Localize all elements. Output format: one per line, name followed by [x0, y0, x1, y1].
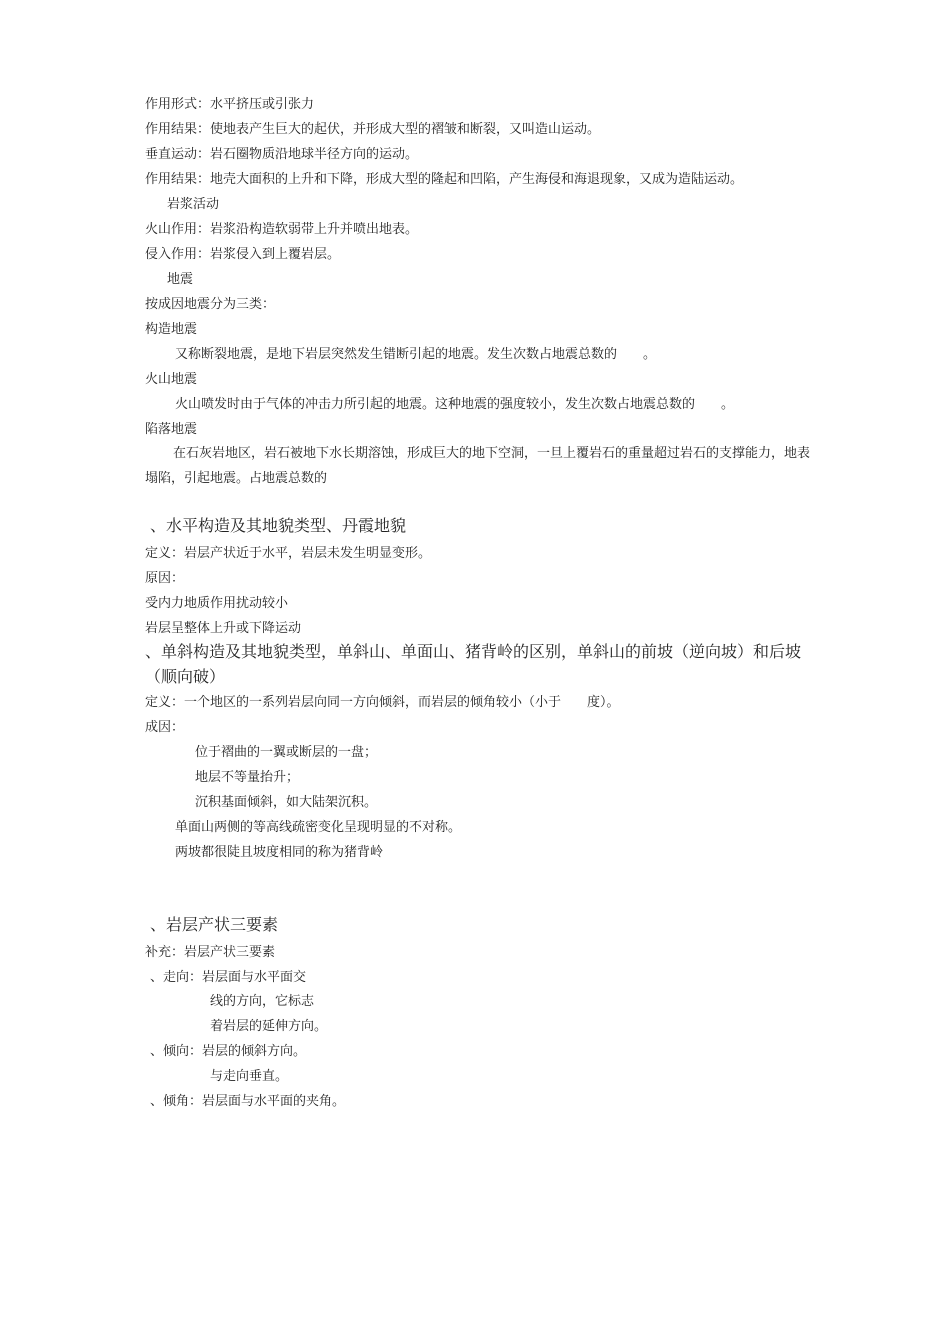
text-line: 垂直运动：岩石圈物质沿地球半径方向的运动。 [145, 147, 419, 162]
text-line: 两坡都很陡且坡度相同的称为猪背岭 [175, 845, 384, 860]
subheading: 火山地震 [145, 372, 198, 387]
text-line: 作用结果：地壳大面积的上升和下降，形成大型的隆起和凹陷，产生海侵和海退现象，又成为造陆运动。 [145, 172, 744, 187]
section-label: 岩浆活动 [167, 197, 220, 212]
subheading: 陷落地震 [145, 422, 198, 437]
paragraph: 在石灰岩地区，岩石被地下水长期溶蚀，形成巨大的地下空洞，一旦上覆岩石的重量超过岩石的支撑能力，地表塌陷，引起地震。占地震总数的 [145, 446, 811, 486]
text-line: 原因： [145, 571, 185, 586]
list-item: 位于褶曲的一翼或断层的一盘； [195, 745, 378, 760]
text-line: 侵入作用：岩浆侵入到上覆岩层。 [145, 247, 341, 262]
text-line: 定义：一个地区的一系列岩层向同一方向倾斜，而岩层的倾角较小（小于 度）。 [145, 695, 620, 710]
list-item: 、倾角：岩层面与水平面的夹角。 [150, 1094, 346, 1109]
text-line: 又称断裂地震，是地下岩层突然发生错断引起的地震。发生次数占地震总数的 。 [175, 347, 657, 362]
text-line: 按成因地震分为三类： [145, 297, 276, 312]
section-label: 地震 [167, 272, 194, 287]
text-line: 作用结果：使地表产生巨大的起伏，并形成大型的褶皱和断裂，又叫造山运动。 [145, 122, 601, 137]
text-line: 与走向垂直。 [210, 1069, 289, 1084]
text-line: 火山喷发时由于气体的冲击力所引起的地震。这种地震的强度较小，发生次数占地震总数的 。 [175, 397, 735, 412]
text-line: 定义：岩层产状近于水平，岩层未发生明显变形。 [145, 546, 432, 561]
text-line: 线的方向，它标志 [210, 994, 315, 1009]
text-line: 补充：岩层产状三要素 [145, 945, 276, 960]
subheading: 构造地震 [145, 322, 198, 337]
section-heading: 、岩层产状三要素 [150, 915, 279, 934]
list-item: 沉积基面倾斜，如大陆架沉积。 [195, 795, 378, 810]
list-item: 、走向：岩层面与水平面交 [150, 970, 307, 985]
text-line: 成因： [145, 720, 185, 735]
section-heading: 、水平构造及其地貌类型、丹霞地貌 [150, 516, 407, 535]
text-line: 单面山两侧的等高线疏密变化呈现明显的不对称。 [175, 820, 462, 835]
list-item: 地层不等量抬升； [195, 770, 300, 785]
list-item: 、倾向：岩层的倾斜方向。 [150, 1044, 307, 1059]
text-line: 受内力地质作用扰动较小 [145, 596, 289, 611]
text-line: 岩层呈整体上升或下降运动 [145, 621, 302, 636]
text-line: 着岩层的延伸方向。 [210, 1019, 328, 1034]
text-line: 火山作用：岩浆沿构造软弱带上升并喷出地表。 [145, 222, 419, 237]
text-line: 作用形式：水平挤压或引张力 [145, 97, 315, 112]
section-heading: 、单斜构造及其地貌类型，单斜山、单面山、猪背岭的区别，单斜山的前坡（逆向坡）和后坡（顺向破） [145, 642, 802, 686]
